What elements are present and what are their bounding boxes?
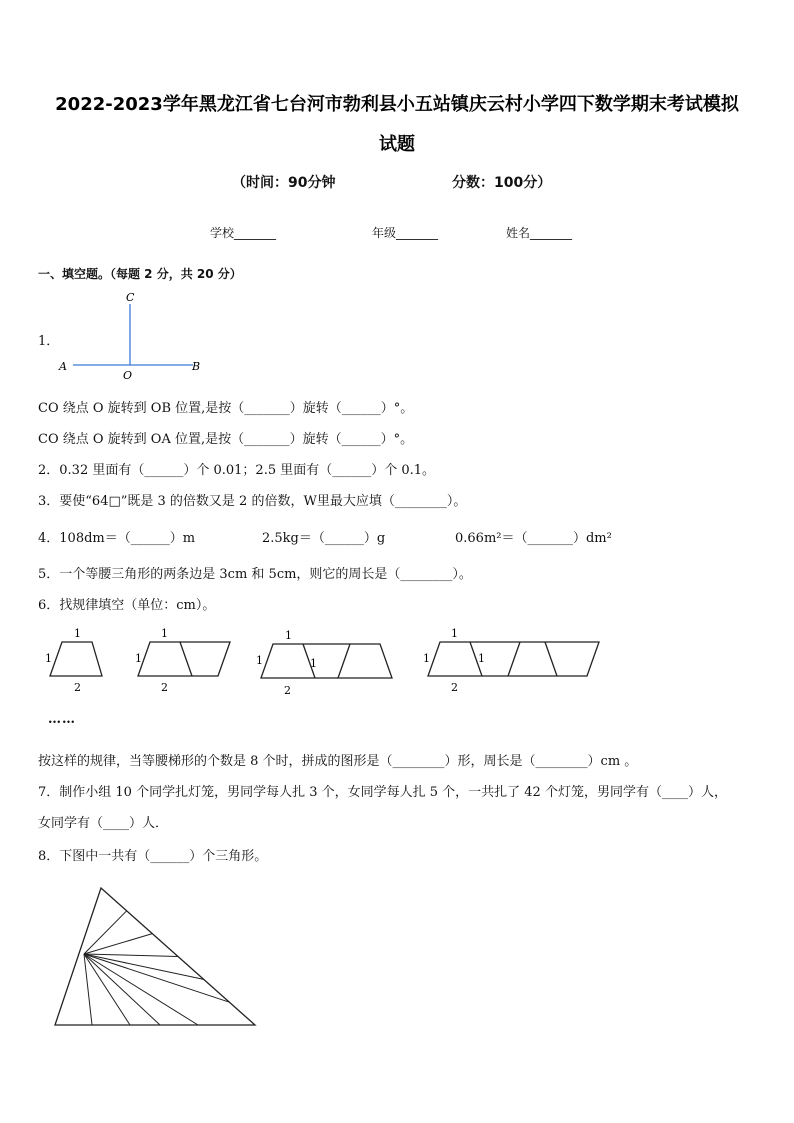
- trapezoid-pattern-figure: [40, 625, 610, 700]
- section-heading: 一、填空题。（每题 2 分，共 20 分）: [38, 267, 242, 281]
- question-7-line-1: 7．制作小组 10 个同学扎灯笼，男同学每人扎 3 个，女同学每人扎 5 个，一共扎了 42 个灯笼，男同学有（____）人，: [38, 785, 727, 800]
- svg-text:1: 1: [135, 652, 142, 665]
- angle-figure: [55, 288, 215, 383]
- svg-text:2: 2: [451, 681, 458, 694]
- svg-text:1: 1: [451, 627, 458, 640]
- svg-text:1: 1: [423, 652, 430, 665]
- question-2: 2．0.32 里面有（______）个 0.01；2.5 里面有（______）个 0.1。: [38, 463, 436, 478]
- fan-line: [84, 954, 198, 1025]
- question-1-number: 1．: [38, 334, 60, 349]
- fan-line: [84, 954, 229, 1002]
- label-o: O: [123, 369, 133, 382]
- question-7-line-2: 女同学有（____）人．: [38, 816, 169, 831]
- fan-line: [84, 954, 204, 979]
- svg-text:1: 1: [45, 652, 52, 665]
- question-5: 5．一个等腰三角形的两条边是 3cm 和 5cm，则它的周长是（________）。: [38, 567, 472, 582]
- question-4-part-3: 0.66m²＝（_______）dm²: [455, 531, 612, 546]
- svg-text:1: 1: [478, 652, 485, 665]
- question-1-line-1: CO 绕点 O 旋转到 OB 位置,是按（_______）旋转（______）°。: [38, 401, 414, 416]
- fan-line: [84, 954, 178, 957]
- question-6-prompt: 按这样的规律，当等腰梯形的个数是 8 个时，拼成的图形是（________）形，周长是（________）cm 。: [38, 754, 638, 769]
- svg-text:1: 1: [161, 627, 168, 640]
- label-a: A: [59, 360, 67, 373]
- trapezoid-pattern-1: [45, 627, 102, 694]
- grade-field[interactable]: 年级_______: [372, 226, 439, 240]
- svg-text:1: 1: [310, 657, 317, 670]
- question-6: 6．找规律填空（单位：cm）。: [38, 598, 216, 613]
- exam-score: 分数：100分）: [452, 175, 552, 191]
- fan-line: [84, 954, 160, 1025]
- triangle-fan-figure: [50, 882, 265, 1034]
- trapezoid-pattern-4: [423, 627, 599, 694]
- exam-time: （时间：90分钟: [232, 175, 336, 191]
- page-title: 2022-2023学年黑龙江省七台河市勃利县小五站镇庆云村小学四下数学期末考试模拟: [55, 94, 739, 115]
- trapezoid-pattern-3: [256, 629, 392, 697]
- name-field[interactable]: 姓名_______: [506, 226, 573, 240]
- question-1-line-2: CO 绕点 O 旋转到 OA 位置,是按（_______）旋转（______）°。: [38, 432, 414, 447]
- continuation-dots: ……: [48, 712, 76, 727]
- page-title-continued: 试题: [379, 134, 415, 155]
- question-4-part-1: 4．108dm＝（______）m: [38, 531, 196, 546]
- svg-text:1: 1: [256, 654, 263, 667]
- svg-text:2: 2: [74, 681, 81, 694]
- question-3: 3．要使“64□”既是 3 的倍数又是 2 的倍数，W里最大应填（________）。: [38, 494, 467, 509]
- school-field[interactable]: 学校_______: [210, 226, 277, 240]
- svg-text:1: 1: [74, 627, 81, 640]
- label-b: B: [192, 360, 201, 373]
- svg-text:2: 2: [284, 684, 291, 697]
- label-c: C: [126, 291, 135, 304]
- question-4-part-2: 2.5kg＝（______）g: [262, 531, 386, 546]
- trapezoid-pattern-2: [135, 627, 230, 694]
- svg-text:1: 1: [285, 629, 292, 642]
- question-8: 8．下图中一共有（______）个三角形。: [38, 849, 268, 864]
- svg-text:2: 2: [161, 681, 168, 694]
